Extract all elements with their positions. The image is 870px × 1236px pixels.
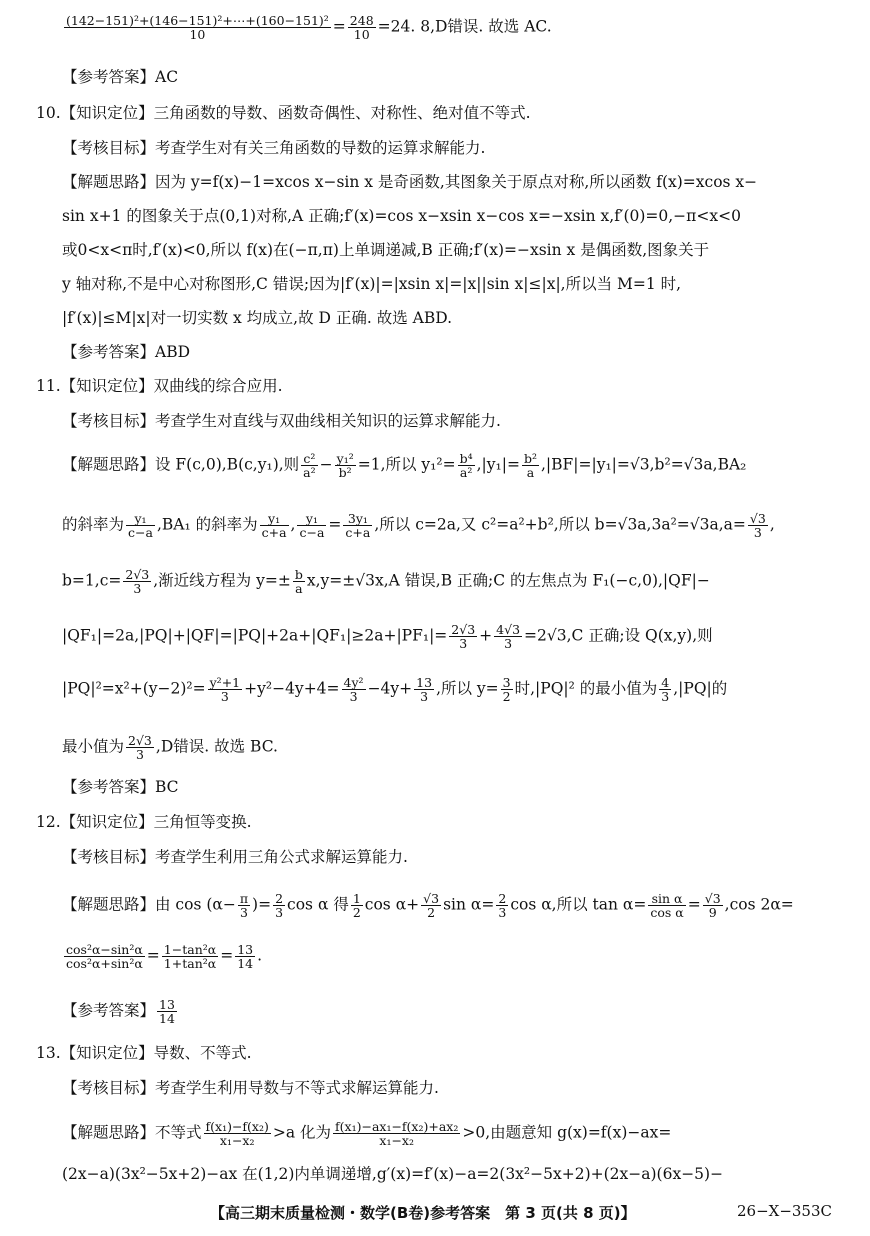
- top-equation: $\frac{\text{(142−151)²+(146−151)²+⋯+(160−151)²}}{10}$ = $\frac{248}{10}$ =24. 8,D错误. 故选 AC.: [66, 13, 552, 43]
- q9-answer: 【参考答案】AC: [62, 68, 179, 86]
- q11-goal: 【考核目标】考查学生对直线与双曲线相关知识的运算求解能力.: [62, 412, 501, 430]
- q11-solution-5: |PQ|²=x²+(y−2)²= $\frac{\text{y²+1}}{3}$ +y²−4y+4= $\frac{\text{4y²}}{3}$ −4y+ $\frac{13}{3}$ ,所以 y= $\frac{3}{2}$ 时,|PQ|² 的最小值为 $\frac{4}{3}$ ,|PQ|的: [62, 675, 728, 705]
- q10-goal: 【考核目标】考查学生对有关三角函数的导数的运算求解能力.: [62, 139, 486, 157]
- q13-solution-2: (2x−a)(3x²−5x+2)−ax 在(1,2)内单调递增,g′(x)=f′(x)−a=2(3x²−5x+2)+(2x−a)(6x−5)−: [62, 1165, 724, 1183]
- q11-answer: 【参考答案】BC: [62, 778, 179, 796]
- q13-knowledge: 13.【知识定位】导数、不等式.: [36, 1044, 252, 1062]
- fraction: $\frac{248}{10}$: [349, 13, 374, 43]
- q12-answer: 【参考答案】 $\frac{13}{14}$: [62, 997, 175, 1027]
- footer-title: 【高三期末质量检测・数学(B卷)参考答案 第 3 页(共 8 页)】: [210, 1204, 636, 1222]
- q11-solution-2: 的斜率为 $\frac{\text{y₁}}{c-a}$ ,BA₁ 的斜率为 $\frac{\text{y₁}}{c+a}$ , $\frac{\text{y₁}}{c-a}$ = $\frac{\text{3y₁}}{c+a}$ ,所以 c=2a,又 c²=a²+b²,所以 b=√3a,3a²=√3a,a= $\frac{√3}{3}$ ,: [62, 511, 775, 541]
- q10-answer: 【参考答案】ABD: [62, 343, 191, 361]
- q10-solution-1: 【解题思路】因为 y=f(x)−1=xcos x−sin x 是奇函数,其图象关于原点对称,所以函数 f(x)=xcos x−: [62, 173, 758, 191]
- q11-solution-4: |QF₁|=2a,|PQ|+|QF|=|PQ|+2a+|QF₁|≥2a+|PF₁|= $\frac{2√3}{3}$ + $\frac{4√3}{3}$ =2√3,C 正确;设 Q(x,y),则: [62, 622, 713, 652]
- q12-goal: 【考核目标】考查学生利用三角公式求解运算能力.: [62, 848, 408, 866]
- q11-solution-6: 最小值为 $\frac{2√3}{3}$ ,D错误. 故选 BC.: [62, 733, 278, 763]
- q12-knowledge: 12.【知识定位】三角恒等变换.: [36, 813, 252, 831]
- q11-solution-3: b=1,c= $\frac{2√3}{3}$ ,渐近线方程为 y=± $\frac{b}{a}$ x,y=±√3x,A 错误,B 正确;C 的左焦点为 F₁(−c,0),|QF|−: [62, 567, 710, 597]
- q10-solution-5: |f′(x)|≤M|x|对一切实数 x 均成立,故 D 正确. 故选 ABD.: [62, 309, 453, 327]
- q10-solution-2: sin x+1 的图象关于点(0,1)对称,A 正确;f′(x)=cos x−xsin x−cos x=−xsin x,f′(0)=0,−π<x<0: [62, 207, 741, 225]
- fraction: $\frac{\text{(142−151)²+(146−151)²+⋯+(160−151)²}}{10}$: [66, 13, 329, 43]
- q10-solution-4: y 轴对称,不是中心对称图形,C 错误;因为|f′(x)|=|xsin x|=|x||sin x|≤|x|,所以当 M=1 时,: [62, 275, 682, 293]
- q10-solution-3: 或0<x<π时,f′(x)<0,所以 f(x)在(−π,π)上单调递减,B 正确;f′(x)=−xsin x 是偶函数,图象关于: [62, 241, 710, 259]
- q11-knowledge: 11.【知识定位】双曲线的综合应用.: [36, 377, 283, 395]
- q12-solution-2: $\frac{\text{cos²α−sin²α}}{\text{cos²α+sin²α}}$ = $\frac{\text{1−tan²α}}{\text{1+tan²α}}$ = $\frac{13}{14}$ .: [66, 942, 263, 972]
- q12-solution-1: 【解题思路】由 cos (α− $\frac{\pi}{3}$ )= $\frac{2}{3}$ cos α 得 $\frac{1}{2}$ cos α+ $\frac{√3}{2}$ sin α= $\frac{2}{3}$ cos α,所以 tan α= $\frac{\text{sin α}}{\text{cos α}}$ = $\frac{√3}{9}$ ,cos 2α=: [62, 891, 794, 921]
- q11-solution-1: 【解题思路】设 F(c,0),B(c,y₁),则 $\frac{\text{c²}}{\text{a²}}$ − $\frac{\text{y₁²}}{\text{b²}}$ =1,所以 y₁²= $\frac{\text{b⁴}}{\text{a²}}$ ,|y₁|= $\frac{\text{b²}}{a}$ ,|BF|=|y₁|=√3,b²=√3a,BA₂: [62, 451, 747, 481]
- q13-goal: 【考核目标】考查学生利用导数与不等式求解运算能力.: [62, 1079, 439, 1097]
- q13-solution-1: 【解题思路】不等式 $\frac{\text{f(x₁)−f(x₂)}}{\text{x₁−x₂}}$ >a 化为 $\frac{\text{f(x₁)−ax₁−f(x₂)+ax₂}}{\text{x₁−x₂}}$ >0,由题意知 g(x)=f(x)−ax=: [62, 1119, 672, 1149]
- q10-knowledge: 10.【知识定位】三角函数的导数、函数奇偶性、对称性、绝对值不等式.: [36, 104, 531, 122]
- footer-code: 26−X−353C: [736, 1202, 832, 1220]
